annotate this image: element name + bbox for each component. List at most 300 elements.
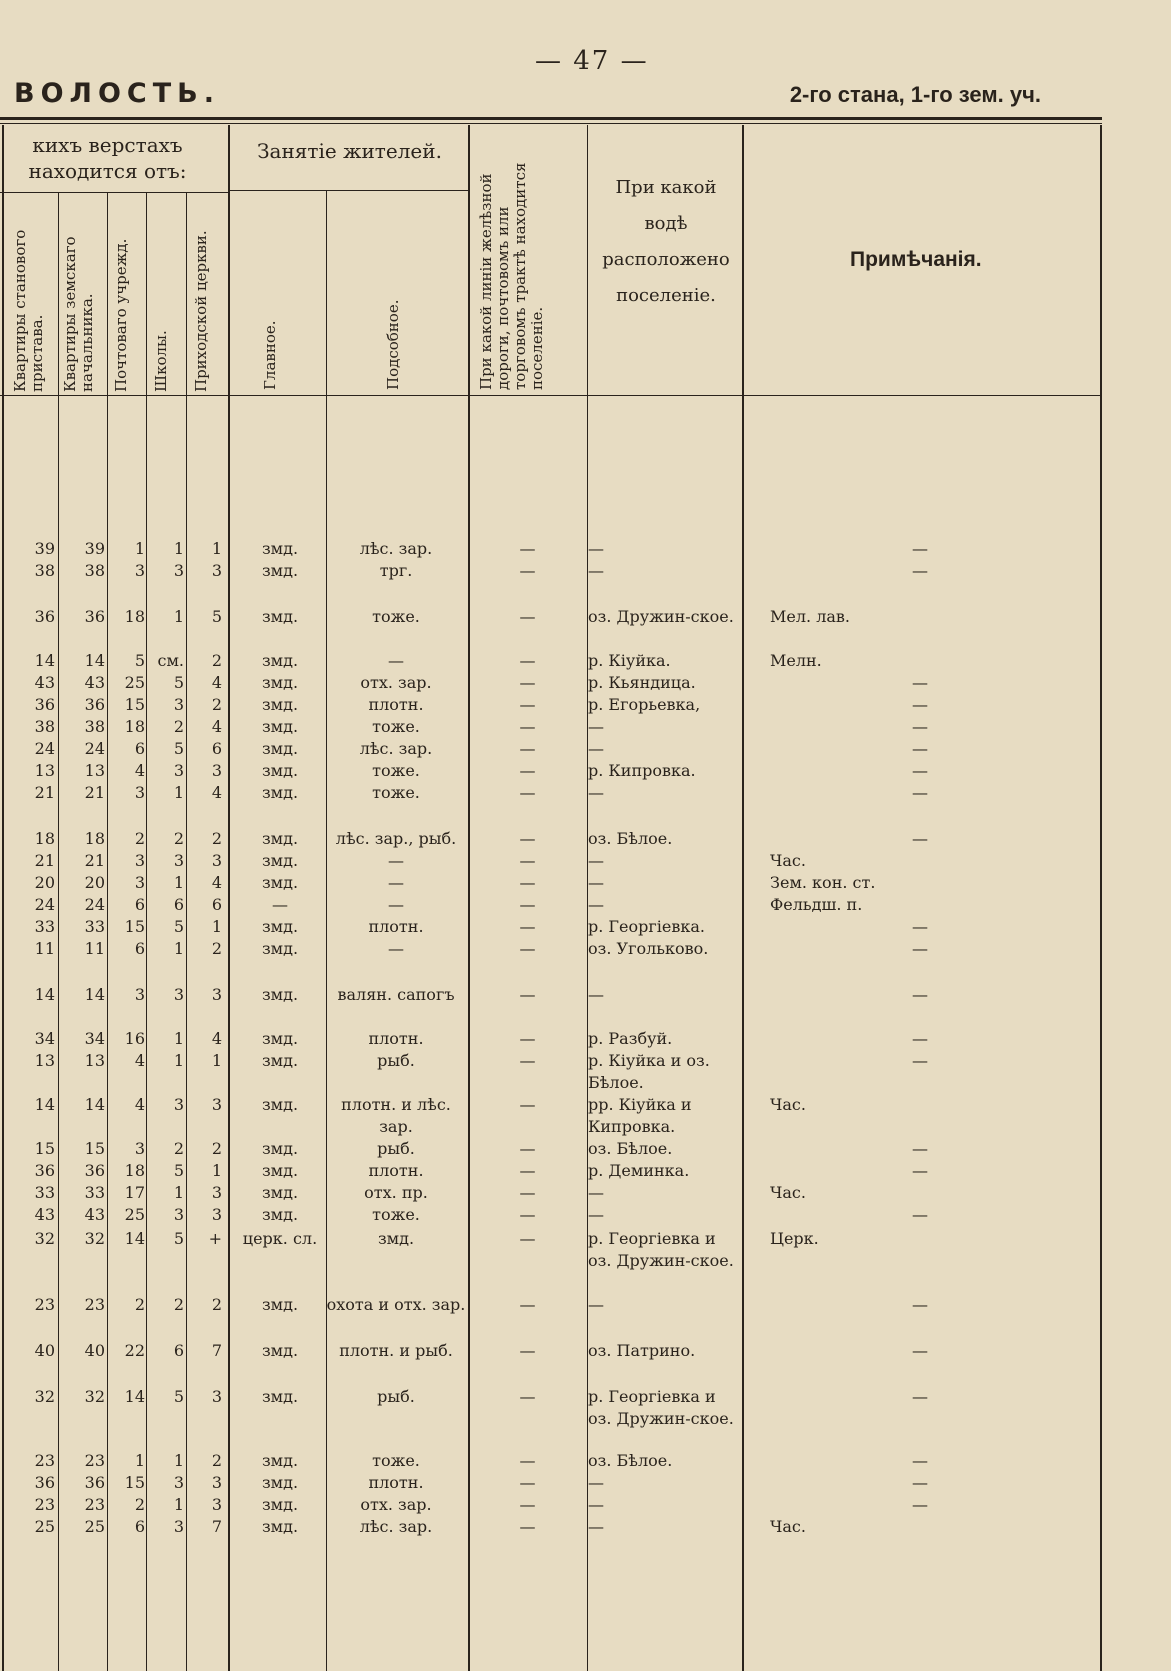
cell-post: 15 [124, 695, 145, 714]
cell-stanovoy: 33 [34, 1183, 55, 1202]
cell-main-occupation: змд. [261, 1517, 299, 1536]
cell-water: — [588, 1473, 604, 1492]
cell-note-dash: — [912, 1495, 928, 1514]
cell-church: 3 [211, 1183, 222, 1202]
cell-school: 1 [173, 1029, 184, 1048]
cell-aux-occupation: плотн. [368, 1161, 424, 1180]
cell-water: р. Кипровка. [588, 761, 696, 780]
cell-stanovoy: 14 [34, 651, 55, 670]
cell-school: 5 [173, 917, 184, 936]
cell-water: р. Кіуйка. [588, 651, 671, 670]
cell-railway: — [519, 829, 536, 848]
cell-aux-occupation: плотн. и лѣс. зар. [341, 1095, 451, 1136]
cell-water: — [588, 873, 604, 892]
cell-church: 3 [211, 1495, 222, 1514]
cell-post: 5 [134, 651, 145, 670]
cell-aux-occupation: — [388, 873, 404, 892]
cell-post: 4 [134, 761, 145, 780]
cell-stanovoy: 23 [34, 1295, 55, 1314]
cell-railway: — [519, 651, 536, 670]
cell-main-occupation: змд. [261, 607, 299, 626]
cell-note-dash: — [912, 539, 928, 558]
cell-zemsky: 40 [84, 1341, 105, 1360]
top-rule-thin [0, 123, 1102, 124]
cell-railway: — [519, 1473, 536, 1492]
cell-zemsky: 21 [84, 783, 105, 802]
cell-aux-occupation: плотн. [368, 1029, 424, 1048]
cell-zemsky: 43 [84, 1205, 105, 1224]
cell-zemsky: 14 [84, 1095, 105, 1114]
cell-water: оз. Бѣлое. [588, 1139, 673, 1158]
cell-aux-occupation: тоже. [372, 1451, 420, 1470]
cell-water: оз. Дружин-ское. [588, 607, 734, 626]
cell-stanovoy: 43 [34, 1205, 55, 1224]
cell-railway: — [519, 695, 536, 714]
cell-note-dash: — [912, 783, 928, 802]
cell-school: 1 [173, 783, 184, 802]
cell-aux-occupation: лѣс. зар., рыб. [335, 829, 457, 848]
cell-school: 1 [173, 873, 184, 892]
cell-stanovoy: 36 [34, 607, 55, 626]
cell-stanovoy: 14 [34, 1095, 55, 1114]
cell-main-occupation: змд. [261, 1161, 299, 1180]
cell-school: 3 [173, 1205, 184, 1224]
cell-railway: — [519, 1517, 536, 1536]
table-body [0, 396, 1102, 1626]
cell-main-occupation: змд. [261, 1341, 299, 1360]
cell-railway: — [519, 717, 536, 736]
cell-zemsky: 34 [84, 1029, 105, 1048]
cell-water: р. Кьяндица. [588, 673, 696, 692]
cell-note-dash: — [912, 1051, 928, 1070]
cell-church: 4 [211, 673, 222, 692]
cell-stanovoy: 36 [34, 1161, 55, 1180]
cell-zemsky: 15 [84, 1139, 105, 1158]
cell-stanovoy: 14 [34, 985, 55, 1004]
cell-railway: — [519, 539, 536, 558]
cell-church: 1 [211, 917, 222, 936]
cell-aux-occupation: тоже. [372, 1205, 420, 1224]
cell-stanovoy: 15 [34, 1139, 55, 1158]
col-header-notes: Примѣчанія. [850, 248, 982, 271]
cell-church: 2 [211, 1139, 222, 1158]
cell-note-dash: — [912, 985, 928, 1004]
cell-post: 3 [134, 783, 145, 802]
cell-zemsky: 39 [84, 539, 105, 558]
cell-water: р. Деминка. [588, 1161, 690, 1180]
cell-railway: — [519, 939, 536, 958]
cell-railway: — [519, 783, 536, 802]
cell-zemsky: 24 [84, 739, 105, 758]
cell-post: 3 [134, 851, 145, 870]
cell-note-dash: — [912, 761, 928, 780]
cell-school: 5 [173, 673, 184, 692]
cell-water: оз. Бѣлое. [588, 829, 673, 848]
cell-zemsky: 36 [84, 1161, 105, 1180]
cell-post: 22 [124, 1341, 145, 1360]
cell-aux-occupation: трг. [379, 561, 413, 580]
cell-railway: — [519, 1495, 536, 1514]
cell-church: 2 [211, 1295, 222, 1314]
cell-zemsky: 33 [84, 917, 105, 936]
cell-note-dash: — [912, 1139, 928, 1158]
distance-group-title: кихъ верстахъ находится отъ: [28, 133, 187, 183]
cell-main-occupation: змд. [261, 1183, 299, 1202]
cell-zemsky: 13 [84, 1051, 105, 1070]
cell-stanovoy: 21 [34, 783, 55, 802]
cell-aux-occupation: рыб. [377, 1387, 415, 1406]
cell-note-dash: — [912, 1451, 928, 1470]
page-number: — 47 — [535, 46, 649, 76]
cell-post: 4 [134, 1051, 145, 1070]
cell-railway: — [519, 851, 536, 870]
occupation-group-rule [228, 190, 468, 191]
cell-post: 6 [134, 1517, 145, 1536]
cell-main-occupation: змд. [261, 1029, 299, 1048]
cell-note-dash: — [912, 829, 928, 848]
cell-school: 1 [173, 1495, 184, 1514]
cell-railway: — [519, 1029, 536, 1048]
col-header-railway: При какой линіи желѣзной дороги, почтовомъ или торговомъ трактѣ находится поселеніе. [477, 162, 546, 390]
cell-post: 25 [124, 1205, 145, 1224]
cell-zemsky: 21 [84, 851, 105, 870]
cell-school: 6 [173, 1341, 184, 1360]
cell-zemsky: 36 [84, 1473, 105, 1492]
cell-main-occupation: змд. [261, 739, 299, 758]
cell-note-dash: — [912, 1341, 928, 1360]
cell-school: 2 [173, 829, 184, 848]
cell-main-occupation: змд. [261, 1387, 299, 1406]
cell-water: р. Георгіевка. [588, 917, 705, 936]
cell-zemsky: 23 [84, 1295, 105, 1314]
cell-zemsky: 33 [84, 1183, 105, 1202]
cell-railway: — [519, 1051, 536, 1070]
cell-stanovoy: 33 [34, 917, 55, 936]
cell-note: Час. [770, 1095, 806, 1114]
cell-school: 3 [173, 851, 184, 870]
cell-note-dash: — [912, 695, 928, 714]
cell-post: 6 [134, 939, 145, 958]
cell-note-dash: — [912, 1029, 928, 1048]
cell-note-dash: — [912, 1387, 928, 1406]
cell-main-occupation: церк. сл. [242, 1229, 318, 1248]
cell-aux-occupation: валян. сапогъ [337, 985, 455, 1004]
cell-water: — [588, 985, 604, 1004]
page-header-right: 2-го стана, 1-го зем. уч. [789, 82, 1041, 107]
cell-railway: — [519, 1095, 536, 1114]
cell-zemsky: 23 [84, 1495, 105, 1514]
cell-zemsky: 24 [84, 895, 105, 914]
cell-aux-occupation: рыб. [377, 1051, 415, 1070]
cell-church: 3 [211, 1205, 222, 1224]
cell-church: 7 [211, 1517, 222, 1536]
cell-water: — [588, 539, 604, 558]
cell-stanovoy: 40 [34, 1341, 55, 1360]
cell-water: рр. Кіуйка и Кипровка. [588, 1095, 692, 1136]
cell-church: 2 [211, 1451, 222, 1470]
cell-school: см. [157, 651, 184, 670]
cell-aux-occupation: отх. пр. [364, 1183, 428, 1202]
cell-church: 3 [211, 761, 222, 780]
cell-railway: — [519, 873, 536, 892]
cell-stanovoy: 24 [34, 895, 55, 914]
cell-stanovoy: 24 [34, 739, 55, 758]
cell-note: Час. [770, 1517, 806, 1536]
cell-aux-occupation: — [388, 651, 404, 670]
cell-zemsky: 14 [84, 985, 105, 1004]
cell-railway: — [519, 1341, 536, 1360]
cell-stanovoy: 25 [34, 1517, 55, 1536]
occupation-group-title: Занятіе жителей. [257, 139, 442, 163]
cell-zemsky: 38 [84, 717, 105, 736]
cell-zemsky: 11 [84, 939, 105, 958]
cell-zemsky: 20 [84, 873, 105, 892]
cell-church: 3 [211, 1387, 222, 1406]
cell-main-occupation: змд. [261, 1205, 299, 1224]
cell-stanovoy: 34 [34, 1029, 55, 1048]
cell-aux-occupation: — [388, 851, 404, 870]
cell-school: 2 [173, 1295, 184, 1314]
cell-stanovoy: 32 [34, 1387, 55, 1406]
cell-railway: — [519, 739, 536, 758]
cell-railway: — [519, 895, 536, 914]
cell-zemsky: 36 [84, 607, 105, 626]
cell-aux-occupation: тоже. [372, 783, 420, 802]
cell-water: — [588, 851, 604, 870]
cell-water: — [588, 717, 604, 736]
cell-main-occupation: змд. [261, 829, 299, 848]
cell-church: 4 [211, 783, 222, 802]
cell-note-dash: — [912, 1295, 928, 1314]
cell-post: 15 [124, 1473, 145, 1492]
cell-school: 3 [173, 1517, 184, 1536]
cell-aux-occupation: лѣс. зар. [359, 739, 433, 758]
cell-water: — [588, 1183, 604, 1202]
cell-railway: — [519, 1229, 536, 1248]
cell-school: 2 [173, 1139, 184, 1158]
cell-railway: — [519, 1387, 536, 1406]
cell-post: 2 [134, 829, 145, 848]
cell-church: + [208, 1229, 222, 1248]
col-header-post: Почтоваго учрежд. [112, 238, 130, 392]
cell-main-occupation: змд. [261, 717, 299, 736]
cell-church: 4 [211, 1029, 222, 1048]
cell-post: 14 [124, 1229, 145, 1248]
cell-note: Час. [770, 851, 806, 870]
cell-church: 1 [211, 1161, 222, 1180]
cell-school: 2 [173, 717, 184, 736]
cell-railway: — [519, 1183, 536, 1202]
cell-stanovoy: 43 [34, 673, 55, 692]
cell-note-dash: — [912, 561, 928, 580]
col-header-zemsky: Квартиры земскаго начальника. [61, 236, 96, 392]
cell-railway: — [519, 985, 536, 1004]
cell-stanovoy: 23 [34, 1495, 55, 1514]
cell-water: — [588, 561, 604, 580]
cell-note: Мелн. [770, 651, 822, 670]
cell-water: р. Георгіевка и оз. Дружин-ское. [588, 1229, 734, 1270]
cell-aux-occupation: охота и отх. зар. [326, 1295, 466, 1314]
cell-aux-occupation: змд. [377, 1229, 415, 1248]
cell-church: 3 [211, 985, 222, 1004]
cell-water: — [588, 1517, 604, 1536]
cell-note: Мел. лав. [770, 607, 850, 626]
cell-church: 2 [211, 651, 222, 670]
cell-note: Церк. [770, 1229, 819, 1248]
cell-church: 5 [211, 607, 222, 626]
col-header-stanovoy: Квартиры станового пристава. [11, 229, 46, 392]
cell-water: — [588, 739, 604, 758]
cell-note-dash: — [912, 1161, 928, 1180]
cell-aux-occupation: плотн. [368, 695, 424, 714]
cell-water: р. Егорьевка, [588, 695, 701, 714]
cell-zemsky: 43 [84, 673, 105, 692]
cell-railway: — [519, 1451, 536, 1470]
cell-post: 16 [124, 1029, 145, 1048]
cell-railway: — [519, 1205, 536, 1224]
cell-school: 3 [173, 761, 184, 780]
cell-zemsky: 18 [84, 829, 105, 848]
cell-school: 5 [173, 1161, 184, 1180]
cell-stanovoy: 18 [34, 829, 55, 848]
cell-school: 3 [173, 985, 184, 1004]
cell-main-occupation: змд. [261, 873, 299, 892]
col-header-aux: Подсобное. [384, 299, 402, 390]
cell-school: 3 [173, 695, 184, 714]
cell-zemsky: 32 [84, 1387, 105, 1406]
cell-post: 3 [134, 985, 145, 1004]
cell-school: 1 [173, 539, 184, 558]
cell-post: 2 [134, 1495, 145, 1514]
cell-stanovoy: 36 [34, 1473, 55, 1492]
cell-main-occupation: змд. [261, 939, 299, 958]
cell-railway: — [519, 561, 536, 580]
cell-stanovoy: 39 [34, 539, 55, 558]
cell-water: р. Разбуй. [588, 1029, 673, 1048]
cell-aux-occupation: плотн. [368, 917, 424, 936]
cell-stanovoy: 11 [34, 939, 55, 958]
cell-note-dash: — [912, 717, 928, 736]
cell-zemsky: 14 [84, 651, 105, 670]
cell-school: 3 [173, 1095, 184, 1114]
cell-note-dash: — [912, 739, 928, 758]
cell-church: 6 [211, 739, 222, 758]
cell-post: 3 [134, 873, 145, 892]
cell-school: 5 [173, 739, 184, 758]
cell-note-dash: — [912, 1473, 928, 1492]
cell-stanovoy: 13 [34, 761, 55, 780]
cell-railway: — [519, 761, 536, 780]
cell-post: 3 [134, 1139, 145, 1158]
cell-aux-occupation: тоже. [372, 607, 420, 626]
cell-post: 14 [124, 1387, 145, 1406]
cell-church: 7 [211, 1341, 222, 1360]
cell-main-occupation: змд. [261, 1095, 299, 1114]
cell-post: 3 [134, 561, 145, 580]
cell-main-occupation: змд. [261, 985, 299, 1004]
cell-aux-occupation: плотн. [368, 1473, 424, 1492]
cell-note: Зем. кон. ст. [770, 873, 876, 892]
cell-railway: — [519, 673, 536, 692]
cell-stanovoy: 21 [34, 851, 55, 870]
cell-school: 1 [173, 939, 184, 958]
col-header-main: Главное. [261, 320, 279, 390]
page-header-left: ВОЛОСТЬ. [14, 78, 220, 109]
cell-church: 3 [211, 851, 222, 870]
cell-stanovoy: 38 [34, 561, 55, 580]
cell-school: 6 [173, 895, 184, 914]
distance-group-rule [0, 192, 228, 193]
cell-stanovoy: 36 [34, 695, 55, 714]
cell-church: 1 [211, 1051, 222, 1070]
cell-water: оз. Угольково. [588, 939, 709, 958]
cell-church: 3 [211, 1095, 222, 1114]
col-header-water: При какой водѣ расположено поселеніе. [602, 177, 730, 306]
cell-aux-occupation: — [388, 939, 404, 958]
cell-main-occupation: змд. [261, 761, 299, 780]
cell-church: 4 [211, 873, 222, 892]
cell-church: 3 [211, 1473, 222, 1492]
cell-main-occupation: змд. [261, 695, 299, 714]
cell-school: 1 [173, 1051, 184, 1070]
cell-church: 2 [211, 829, 222, 848]
cell-main-occupation: змд. [261, 539, 299, 558]
cell-note-dash: — [912, 939, 928, 958]
cell-school: 5 [173, 1229, 184, 1248]
cell-zemsky: 38 [84, 561, 105, 580]
cell-church: 1 [211, 539, 222, 558]
cell-main-occupation: змд. [261, 851, 299, 870]
cell-main-occupation: змд. [261, 1139, 299, 1158]
cell-main-occupation: змд. [261, 1473, 299, 1492]
cell-post: 18 [124, 717, 145, 736]
cell-main-occupation: змд. [261, 1495, 299, 1514]
cell-water: р. Кіуйка и оз. Бѣлое. [588, 1051, 710, 1092]
cell-post: 25 [124, 673, 145, 692]
cell-note-dash: — [912, 673, 928, 692]
cell-note: Час. [770, 1183, 806, 1202]
cell-main-occupation: — [272, 895, 288, 914]
cell-main-occupation: змд. [261, 1451, 299, 1470]
cell-aux-occupation: лѣс. зар. [359, 1517, 433, 1536]
top-rule [0, 117, 1102, 120]
cell-post: 15 [124, 917, 145, 936]
cell-main-occupation: змд. [261, 917, 299, 936]
cell-railway: — [519, 1161, 536, 1180]
cell-stanovoy: 32 [34, 1229, 55, 1248]
cell-post: 4 [134, 1095, 145, 1114]
cell-note: Фельдш. п. [770, 895, 863, 914]
cell-water: — [588, 895, 604, 914]
cell-zemsky: 23 [84, 1451, 105, 1470]
cell-aux-occupation: лѣс. зар. [359, 539, 433, 558]
cell-aux-occupation: плотн. и рыб. [339, 1341, 453, 1360]
cell-church: 4 [211, 717, 222, 736]
col-header-school: Школы. [152, 330, 170, 392]
cell-school: 5 [173, 1387, 184, 1406]
cell-post: 6 [134, 895, 145, 914]
cell-zemsky: 25 [84, 1517, 105, 1536]
cell-church: 2 [211, 695, 222, 714]
cell-aux-occupation: рыб. [377, 1139, 415, 1158]
cell-main-occupation: змд. [261, 783, 299, 802]
cell-water: — [588, 1495, 604, 1514]
cell-school: 1 [173, 1183, 184, 1202]
cell-church: 6 [211, 895, 222, 914]
cell-stanovoy: 23 [34, 1451, 55, 1470]
cell-main-occupation: змд. [261, 1051, 299, 1070]
cell-water: оз. Патрино. [588, 1341, 696, 1360]
